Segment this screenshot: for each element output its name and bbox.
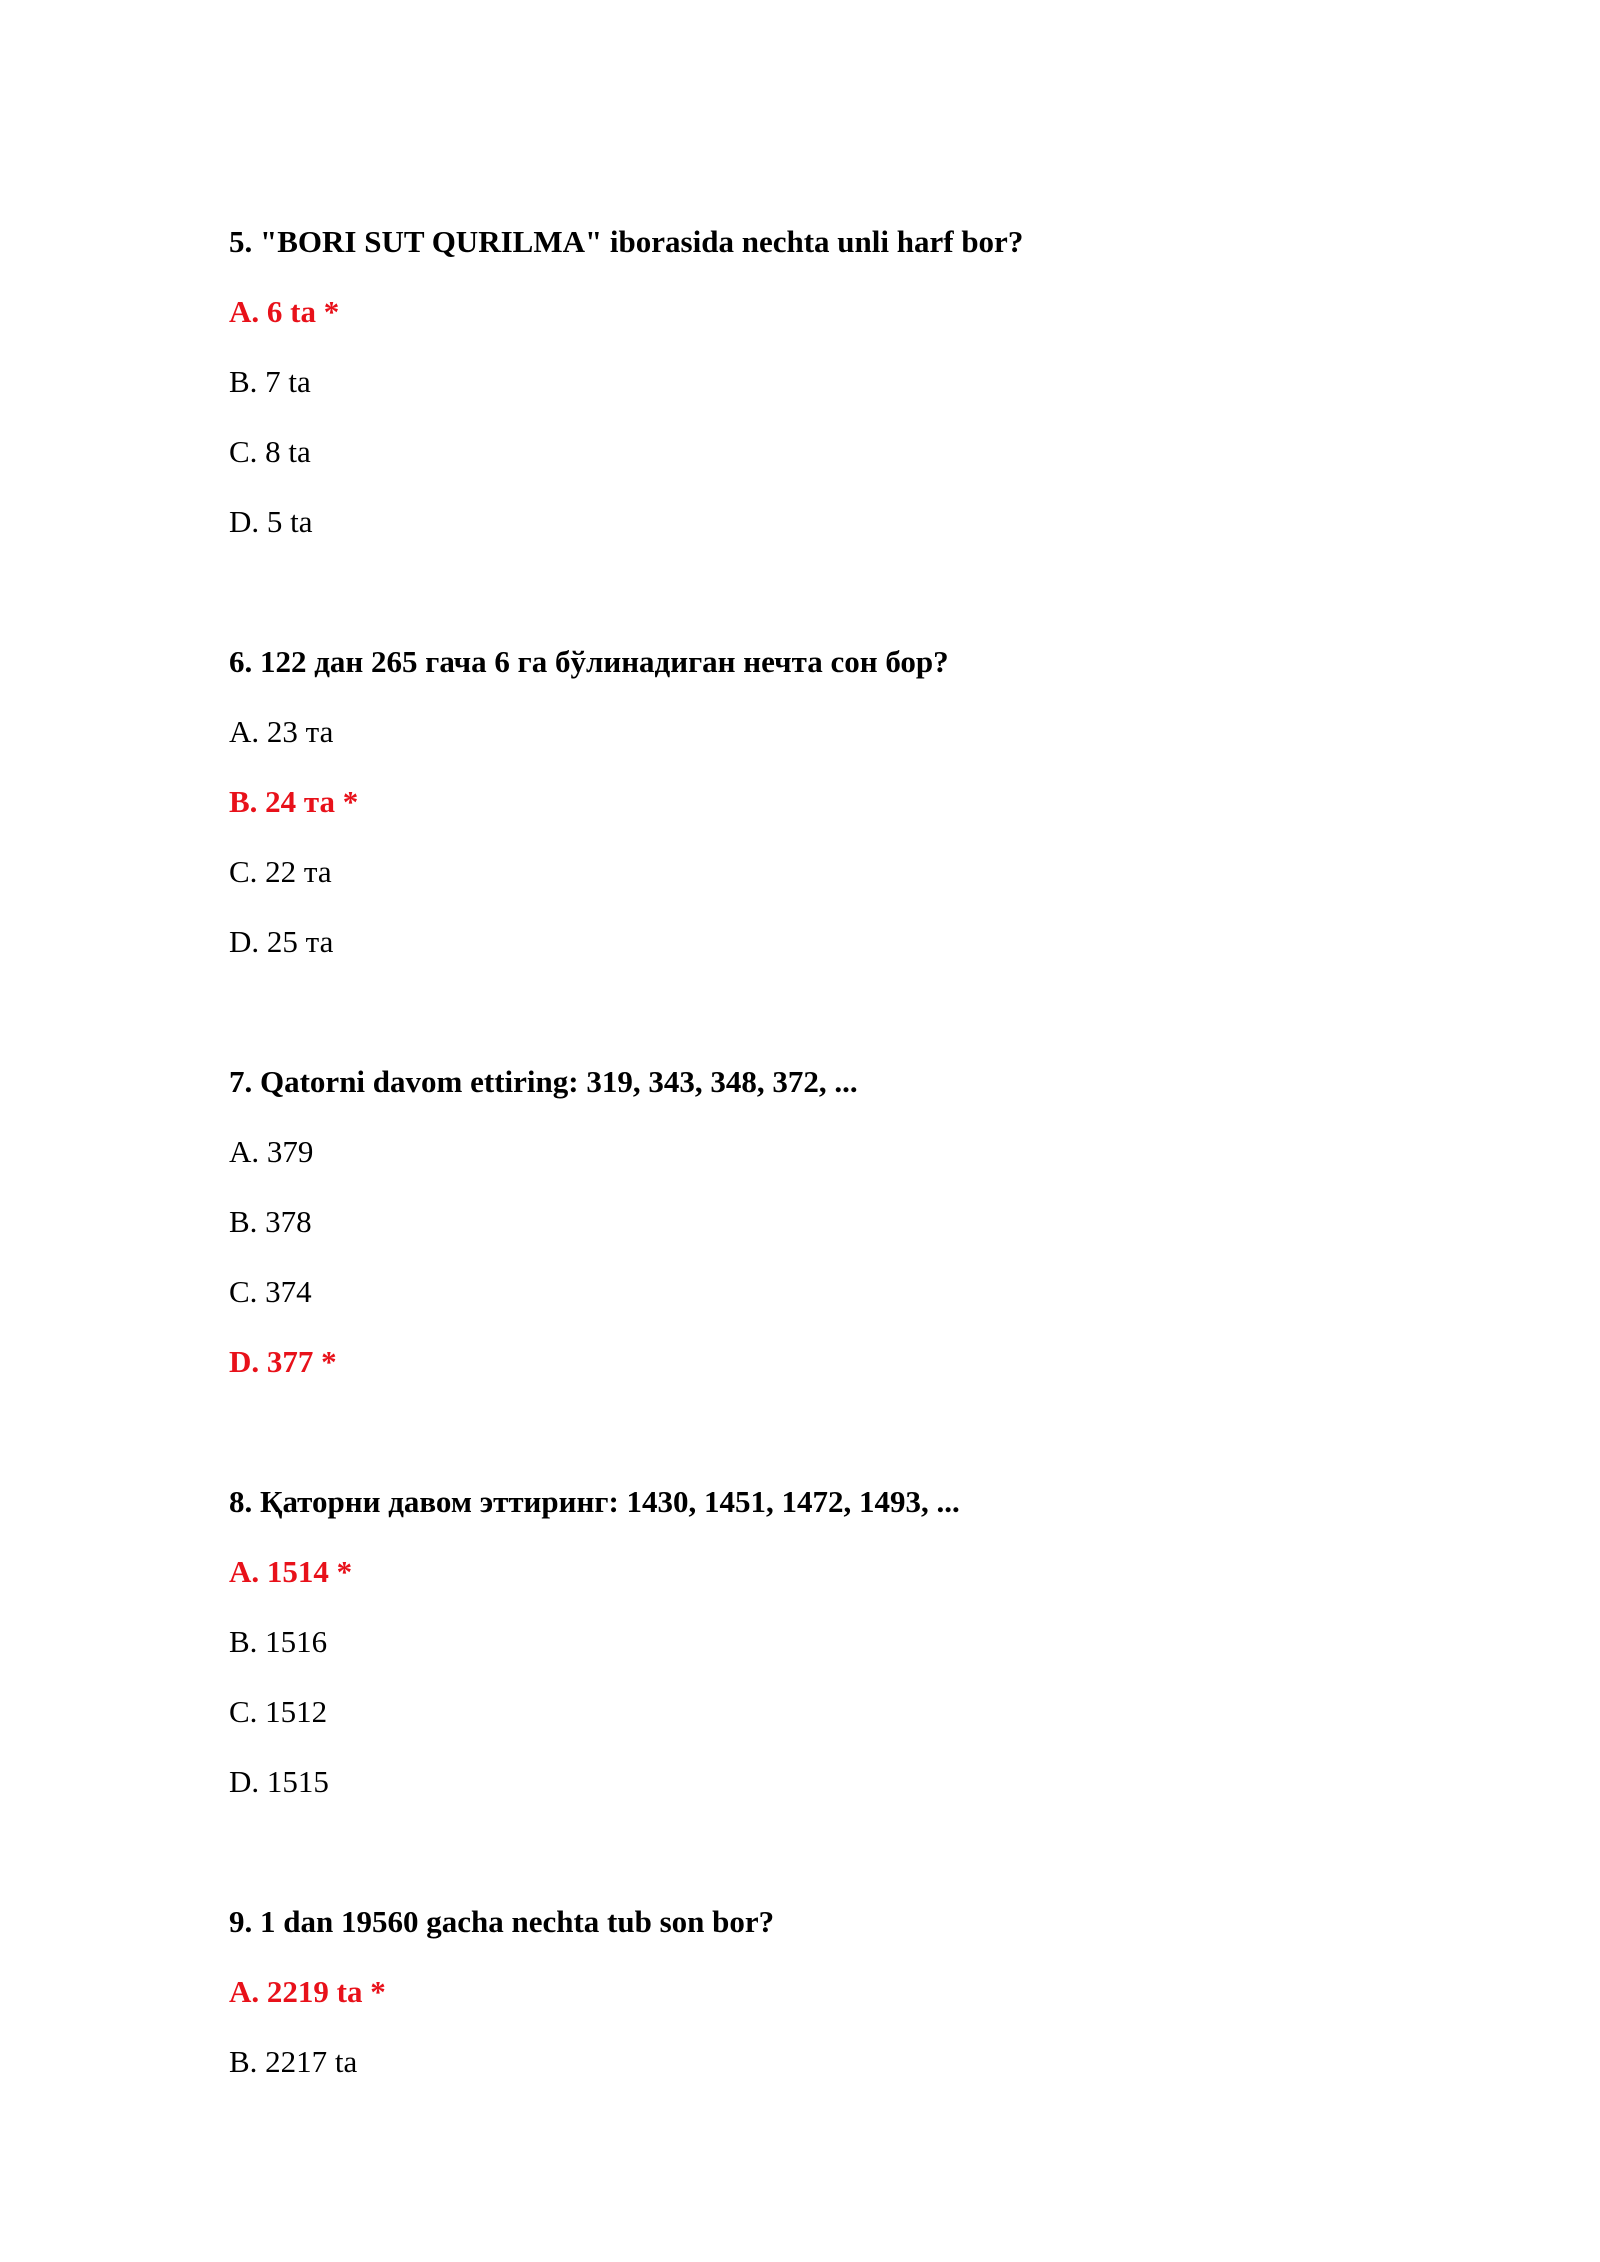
question-6-option-a: A. 23 та	[229, 714, 334, 749]
question-7-option-d: D. 377 *	[229, 1344, 337, 1379]
question-5-option-a: A. 6 ta *	[229, 294, 340, 329]
question-6-option-d: D. 25 та	[229, 924, 334, 959]
question-8-option-d: D. 1515	[229, 1764, 329, 1799]
question-5-option-c: C. 8 ta	[229, 434, 311, 469]
question-7-option-b: B. 378	[229, 1204, 312, 1239]
question-7-option-a: A. 379	[229, 1134, 314, 1169]
question-7-option-c: C. 374	[229, 1274, 312, 1309]
question-6-option-b: B. 24 та *	[229, 784, 359, 819]
question-8-text: 8. Қаторни давом эттиринг: 1430, 1451, 1472, 1493, ...	[229, 1484, 960, 1519]
question-6-text: 6. 122 дан 265 гача 6 га бўлинадиган нечта сон бор?	[229, 644, 949, 679]
question-5-option-d: D. 5 ta	[229, 504, 313, 539]
question-5-option-b: B. 7 ta	[229, 364, 311, 399]
question-9-text: 9. 1 dan 19560 gacha nechta tub son bor?	[229, 1904, 775, 1939]
question-9-option-a: A. 2219 ta *	[229, 1974, 386, 2009]
question-8-option-a: A. 1514 *	[229, 1554, 353, 1589]
question-7-text: 7. Qatorni davom ettiring: 319, 343, 348, 372, ...	[229, 1064, 858, 1099]
question-8-option-b: B. 1516	[229, 1624, 328, 1659]
question-6-option-c: C. 22 та	[229, 854, 332, 889]
question-9-option-b: B. 2217 ta	[229, 2044, 358, 2079]
question-8-option-c: C. 1512	[229, 1694, 328, 1729]
question-5-text: 5. "BORI SUT QURILMA" iborasida nechta unli harf bor?	[229, 224, 1024, 259]
